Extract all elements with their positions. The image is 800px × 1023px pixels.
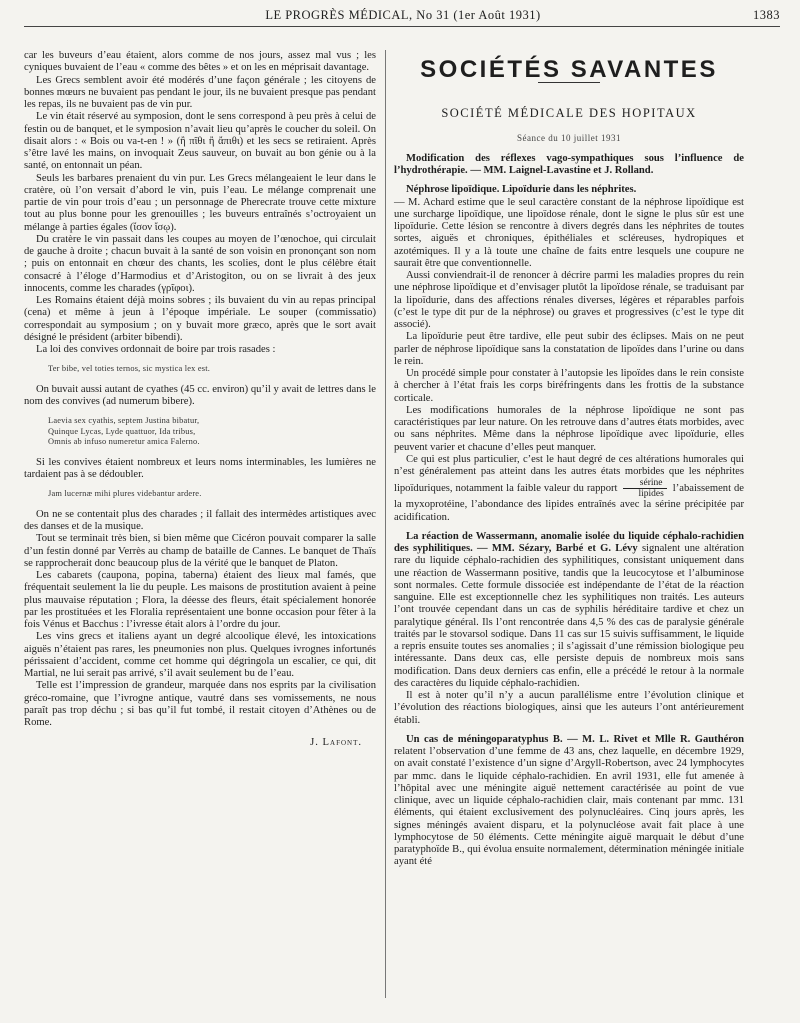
paragraph: [394, 454, 744, 524]
verse-line: Laevia sex cyathis, septem Justina bibatur,: [48, 416, 200, 426]
running-header: [26, 8, 780, 26]
paragraph: Les vins grecs et italiens ayant un degré alcoolique élevé, les intoxications aiguës n’étaient pas rares, les pneumonies non plus. Quelques ivrognes infortunés périssaient d’accident, comme cet homme qui dégringola un escalier, ce qui, dit Martial, ne lui serait pas arrivé, s’il avait seulement bu de l’eau.: [24, 631, 376, 679]
paragraph: On ne se contentait plus des charades ; il fallait des intermèdes artistiques avec des danses et de la musique.: [24, 508, 376, 532]
paragraph: — M. Achard estime que le seul caractère constant de la néphrose lipoïdique est une surcharge lipoïdique, une lipoïdose rénale, dont le signe le plus sûr est une lipoïdurie. Cette lésion se rencontre à divers degrés dans les néphrites de toutes sortes, aiguës et chroniques, épithéliales et scléreuses, hydropiques et azotémiques. Il y a là toute une chaîne de faits entre lesquels une coupure ne saurait être que conventionnelle.: [394, 196, 744, 269]
latin-verse: [48, 364, 376, 375]
paragraph: Un procédé simple pour constater à l’autopsie les lipoïdes dans le rein consiste à chercher à l’état frais les corps biréfringents dans les frottis de la substance corticale.: [394, 368, 744, 404]
verse-line: Quinque Lycas, Lyde quattuor, Ida tribus,: [48, 426, 196, 436]
journal-title: LE PROGRÈS MÉDICAL, No 31 (1er Août 1931): [265, 8, 541, 22]
verse-line: Ter bibe, vel toties ternos, sic mystica lex est.: [48, 364, 211, 374]
page-number: 1383: [753, 8, 780, 22]
paragraph: Telle est l’impression de grandeur, marquée dans nos esprits par la civilisation gréco-romaine, que l’ivrogne antique, vautré dans ses vomissements, ne nous paraît pas trop déchu ; si bas qu’il fut tombé, il restait citoyen d’Athènes ou de Rome.: [24, 680, 376, 728]
article-text: signalent une altération rare du liquide céphalo-rachidien des syphilitiques, consistant uniquement dans une réaction de Wassermann positive, tandis que la leucocytose et l’albuminose sont normales. Cette formule dissociée est indépendante de l’état de la réaction sanguine. Elle est exceptionnelle chez les syphilitiques non traités. Les auteurs l’ont trouvée cependant dans un cas de syphilis héréditaire tardive et chez un paralytique général. Ils l’ont rencontrée dans 4,5 % des cas de paralysie générale traités par le stovarsol sodique. Dans 11 cas sur 15 suivis suffisamment, le liquide a repris ensuite toutes ses anomalies ; il s’agissait d’une rémission biologique peu intéressante. Dans deux cas, elle persiste depuis de nombreux mois sans modification. Dans deux derniers cas enfin, elle a précédé le retour à la normale des caractères du liquide céphalo-rachidien.: [394, 543, 745, 689]
paragraph: Seuls les barbares prenaient du vin pur. Les Grecs mélangeaient le leur dans le cratère, où l’on versait d’abord le vin, puis l’eau. Le mélange comprenait une partie de vin pour trois d’eau ; un personnage de Pherecrate trouve cette mixture tout au plus bonne pour les grenouilles ; les buveurs entraînés s’octroyaient un mélange à parties égales (ἴσον ἴσῳ).: [24, 172, 376, 233]
ratio-follow-text: l’abaissement de la myxoprotéine, l’abondance des lipides entraînés avec la sérine précipitée par acidification.: [394, 483, 744, 523]
article-title: Néphrose lipoïdique. Lipoïdurie dans les néphrites.: [406, 184, 637, 196]
paragraph: La loi des convives ordonnait de boire par trois rasades :: [36, 344, 276, 355]
ratio-denominator: lipides: [638, 489, 664, 500]
ratio-fraction: [623, 478, 666, 499]
ratio-lead-text: Ce qui est plus particulier, c’est le haut degré de ces altérations humorales qui n’est généralement pas atteint dans les autres états morbides que les néphrites lipoïduriques, notamment la faible valeur du rapport: [394, 453, 744, 495]
society-title: SOCIÉTÉ MÉDICALE DES HOPITAUX: [441, 106, 697, 121]
paragraph: Les modifications humorales de la néphrose lipoïdique ne sont pas caractéristiques par leur nature. On les retrouve dans d’autres états morbides, avec ou sans néphrites. Même dans la néphrose lipoïdique avec lipoïdurie, elles peuvent varier et chacune d’elles peut manquer.: [394, 404, 744, 453]
paragraph: Les Grecs semblent avoir été modérés d’une façon générale ; les citoyens de bonnes mœurs ne buvaient pas pendant le jour, ils ne buvaient presque pas pendant les repas, ils ne buvaient pas de vin pur.: [24, 74, 376, 110]
paragraph: car les buveurs d’eau étaient, alors comme de nos jours, assez mal vus ; les cyniques buvaient de l’eau « comme des bêtes » et on les en méprisait davantage.: [24, 50, 376, 74]
verse-line: Omnis ab infuso numeretur amica Falerno.: [48, 437, 200, 447]
article-title: Modification des réflexes vago-sympathiques sous l’influence de l’hydrothérapie. — MM. Laignel-Lavastine et J. Rolland.: [394, 152, 744, 176]
paragraph: [394, 734, 744, 869]
section-title: SOCIÉTÉS SAVANTES: [420, 56, 718, 83]
latin-verse: [48, 489, 376, 500]
verse-line: Jam lucernæ mihi plures videbantur ardere.: [48, 489, 202, 499]
paragraph: Du cratère le vin passait dans les coupes au moyen de l’œnochoe, qui circulait de gauche à droite ; chacun buvait à la santé de son voisin en prononçant son nom ; puis on entonnait en chœur des chants, les scolies, dont le plus célèbre était consacré à l’éloge d’Harmodius et d’Aristogiton, ou on se livrait à des jeux innocents, comme les charades (γρῖφοι).: [24, 233, 376, 294]
session-date: Séance du 10 juillet 1931: [517, 132, 621, 143]
paragraph: [394, 531, 744, 690]
paragraph: Si les convives étaient nombreux et leurs noms interminables, les lumières ne tardaient pas à se dédoubler.: [24, 456, 376, 480]
paragraph: On buvait aussi autant de cyathes (45 cc. environ) qu’il y avait de lettres dans le nom des convives (ad numerum bibere).: [24, 383, 376, 407]
column-divider: [385, 50, 386, 998]
author-signature: J. Lafont.: [310, 737, 362, 749]
ratio-numerator: sérine: [623, 478, 666, 489]
paragraph: Aussi conviendrait-il de renoncer à décrire parmi les maladies propres du rein une néphrose lipoïdique et d’envisager plutôt la lipoïdose rénale, se traduisant par la lipoïdurie, dans des affections rénales diverses, légères et réparables parfois (c’est le type dit pur de la néphrose) ou graves et progressives (c’est le type dit associé).: [394, 270, 744, 330]
paragraph: Tout se terminait très bien, si bien même que Cicéron pouvait comparer la salle d’un festin donné par Verrès au champ de bataille de Cannes. Le banquet de Thaïs se rapprocherait donc beaucoup plus de la vérité que le banquet de Platon.: [24, 533, 376, 569]
article-title: Un cas de méningoparatyphus B. — M. L. Rivet et Mlle R. Gauthéron: [406, 733, 744, 745]
article-meningoparatyphus: [394, 734, 744, 869]
paragraph: Les cabarets (caupona, popina, taberna) étaient des lieux mal famés, que fréquentait seulement la lie du peuple. Les maisons de prostitution avaient à peine plus mauvaise réputation ; Flora, la déesse des fleurs, était spécialement honorée par les prostituées et les Floralia représentaient une bonne occasion pour fêter à la fois Vénus et Bacchus : l’ivresse était alors à l’ordre du jour.: [24, 570, 376, 630]
paragraph: La lipoïdurie peut être tardive, elle peut subir des éclipses. Mais on ne peut parler de néphrose lipoïdique sans la constatation de lipoïdes dans l’urine ou dans le rein.: [394, 331, 744, 367]
article-nephrose: [394, 184, 744, 524]
paragraph: Le vin était réservé au symposion, dont le sens correspond à peu près à celui de festin ou de banquet, et le symposion n’avait lieu qu’après le coucher du soleil. On disait alors : « Bois ou va-t-en ! » (ἢ πῖθι ἢ ἄπιθι) et les secs se retiraient. Après s’être lavé les mains, on invoquait Zeus sauveur, on buvait au bon génie ou à la santé, on entonnait un péan.: [24, 111, 376, 172]
right-column: [394, 50, 744, 869]
left-column: [24, 50, 376, 750]
article-wassermann: [394, 531, 744, 727]
article-title: La réaction de Wassermann, anomalie isolée du liquide céphalo-rachidien des syphilitiques. — MM. Sézary, Barbé et G. Lévy: [394, 530, 744, 554]
latin-verse: [48, 416, 376, 448]
header-rule: [24, 26, 780, 27]
paragraph: Il est à noter qu’il n’y a aucun parallélisme entre l’évolution clinique et l’évolution des réactions biologiques, ainsi que les auteurs l’ont antérieurement établi.: [394, 690, 744, 726]
article-text: relatent l’observation d’une femme de 43 ans, chez laquelle, en décembre 1929, on avait constaté l’existence d’un signe d’Argyll-Robertson, avec 24 lymphocytes par mmc. dans le liquide céphalo-rachidien. En avril 1931, elle fut amenée à l’hôpital avec une méningite aiguë nettement caractérisée au point de vue clinique, avec un liquide céphalo-rachidien clair, mais contenant par mmc. 131 éléments, qui étaient exclusivement des polynucléaires. Cinq jours après, les signes méningés avaient disparu, et la polynucléose avait fait place à une lymphocytose de 50 éléments. Cette méningite aiguë marquait le début d’une paratyphoïde B., qui évolua ensuite normalement, détermination méningée initiale ayant été: [394, 746, 744, 868]
paragraph: Les Romains étaient déjà moins sobres ; ils buvaient du vin au repas principal (cena) et même à jeun à l’époque impériale. Le souper (commissatio) correspondait au symposium ; on y buvait more græco, après que le sort avait désigné le président (arbiter bibendi).: [24, 295, 376, 343]
